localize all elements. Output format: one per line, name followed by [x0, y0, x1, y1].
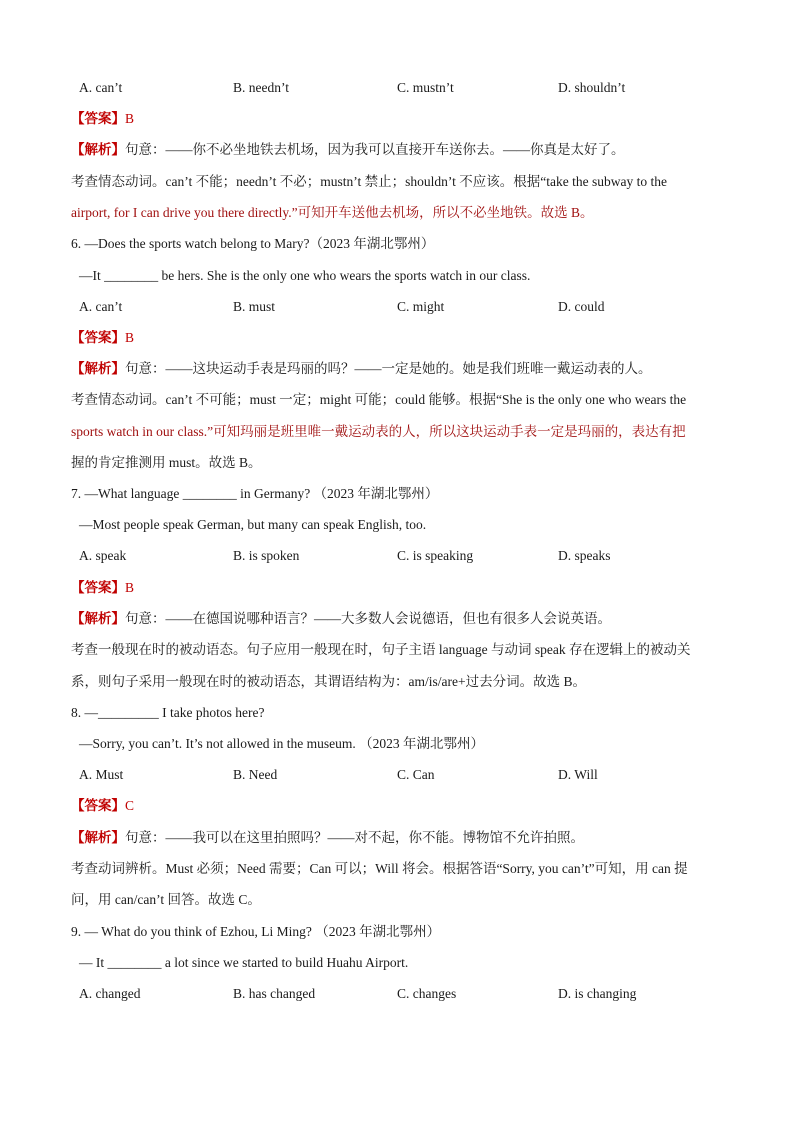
answer-tag: 【答案】	[71, 580, 125, 595]
q8-options	[79, 765, 729, 785]
q7-answer	[71, 578, 134, 598]
q5-options	[79, 78, 729, 98]
option-d: D. shouldn’t	[558, 80, 626, 95]
analysis-text: 句意：——在德国说哪种语言？——大多数人会说德语，但也有很多人会说英语。	[125, 611, 611, 626]
q6-answer	[71, 328, 134, 348]
option-a: A. can’t	[79, 299, 123, 314]
option-d: D. Will	[558, 767, 598, 782]
q6-options	[79, 297, 729, 317]
option-c: C. might	[397, 299, 445, 314]
q9-line2: — It ________ a lot since we started to build Huahu Airport.	[79, 955, 409, 970]
q5-analysis-3: airport, for I can drive you there directly.”可知开车送他去机场，所以不必坐地铁。故选 B。	[71, 205, 594, 220]
q7-analysis-1	[71, 609, 611, 629]
option-c: C. changes	[397, 986, 457, 1001]
q5-analysis-1	[71, 140, 625, 160]
answer-tag: 【答案】	[71, 798, 125, 813]
analysis-tag: 【解析】	[71, 142, 125, 157]
analysis-text: 句意：——你不必坐地铁去机场，因为我可以直接开车送你去。——你真是太好了。	[125, 142, 625, 157]
q7-analysis-2: 考查一般现在时的被动语态。句子应用一般现在时，句子主语 language 与动词 speak 存在逻辑上的被动关	[71, 642, 691, 657]
analysis-tag: 【解析】	[71, 361, 125, 376]
option-c: C. is speaking	[397, 548, 474, 563]
q8-analysis-2: 考查动词辨析。Must 必须；Need 需要；Can 可以；Will 将会。根据答语“Sorry, you can’t”可知，用 can 提	[71, 861, 688, 876]
option-c: C. mustn’t	[397, 80, 454, 95]
q8-analysis-3: 问，用 can/can’t 回答。故选 C。	[71, 892, 261, 907]
answer-tag: 【答案】	[71, 330, 125, 345]
option-a: A. changed	[79, 986, 141, 1001]
q8-answer	[71, 796, 134, 816]
option-a: A. Must	[79, 767, 124, 782]
q7-line2: —Most people speak German, but many can speak English, too.	[79, 517, 427, 532]
q8-question: 8. —_________ I take photos here?	[71, 705, 265, 720]
q5-answer	[71, 109, 134, 129]
option-b: B. needn’t	[233, 80, 289, 95]
option-b: B. Need	[233, 767, 278, 782]
q7-question: 7. —What language ________ in Germany? （2023 年湖北鄂州）	[71, 486, 439, 501]
analysis-tag: 【解析】	[71, 830, 125, 845]
option-b: B. is spoken	[233, 548, 300, 563]
q9-options	[79, 984, 729, 1004]
answer-value: B	[125, 580, 135, 595]
answer-value: B	[125, 330, 135, 345]
analysis-text: 句意：——这块运动手表是玛丽的吗？——一定是她的。她是我们班唯一戴运动表的人。	[125, 361, 652, 376]
q8-analysis-1	[71, 828, 584, 848]
option-b: B. has changed	[233, 986, 316, 1001]
q6-line2: —It ________ be hers. She is the only one who wears the sports watch in our class.	[79, 268, 531, 283]
option-a: A. speak	[79, 548, 127, 563]
q7-options	[79, 546, 729, 566]
q7-analysis-3: 系，则句子采用一般现在时的被动语态，其谓语结构为：am/is/are+过去分词。故选 B。	[71, 674, 586, 689]
q6-analysis-2: 考查情态动词。can’t 不可能；must 一定；might 可能；could 能够。根据“She is the only one who wears the	[71, 392, 687, 407]
q6-analysis-3: sports watch in our class.”可知玛丽是班里唯一戴运动表的人，所以这块运动手表一定是玛丽的，表达有把	[71, 424, 686, 439]
answer-value: B	[125, 111, 135, 126]
q9-question: 9. — What do you think of Ezhou, Li Ming? （2023 年湖北鄂州）	[71, 924, 441, 939]
option-d: D. speaks	[558, 548, 611, 563]
option-a: A. can’t	[79, 80, 123, 95]
option-c: C. Can	[397, 767, 435, 782]
q8-line2: —Sorry, you can’t. It’s not allowed in the museum. （2023 年湖北鄂州）	[79, 736, 484, 751]
analysis-text: 句意：——我可以在这里拍照吗？——对不起，你不能。博物馆不允许拍照。	[125, 830, 584, 845]
answer-tag: 【答案】	[71, 111, 125, 126]
q6-analysis-1	[71, 359, 652, 379]
option-d: D. could	[558, 299, 605, 314]
option-d: D. is changing	[558, 986, 637, 1001]
option-b: B. must	[233, 299, 276, 314]
answer-value: C	[125, 798, 135, 813]
q6-question: 6. —Does the sports watch belong to Mary?（2023 年湖北鄂州）	[71, 236, 435, 251]
analysis-tag: 【解析】	[71, 611, 125, 626]
q6-analysis-4: 握的肯定推测用 must。故选 B。	[71, 455, 262, 470]
q5-analysis-2: 考查情态动词。can’t 不能；needn’t 不必；mustn’t 禁止；shouldn’t 不应该。根据“take the subway to the	[71, 174, 667, 189]
